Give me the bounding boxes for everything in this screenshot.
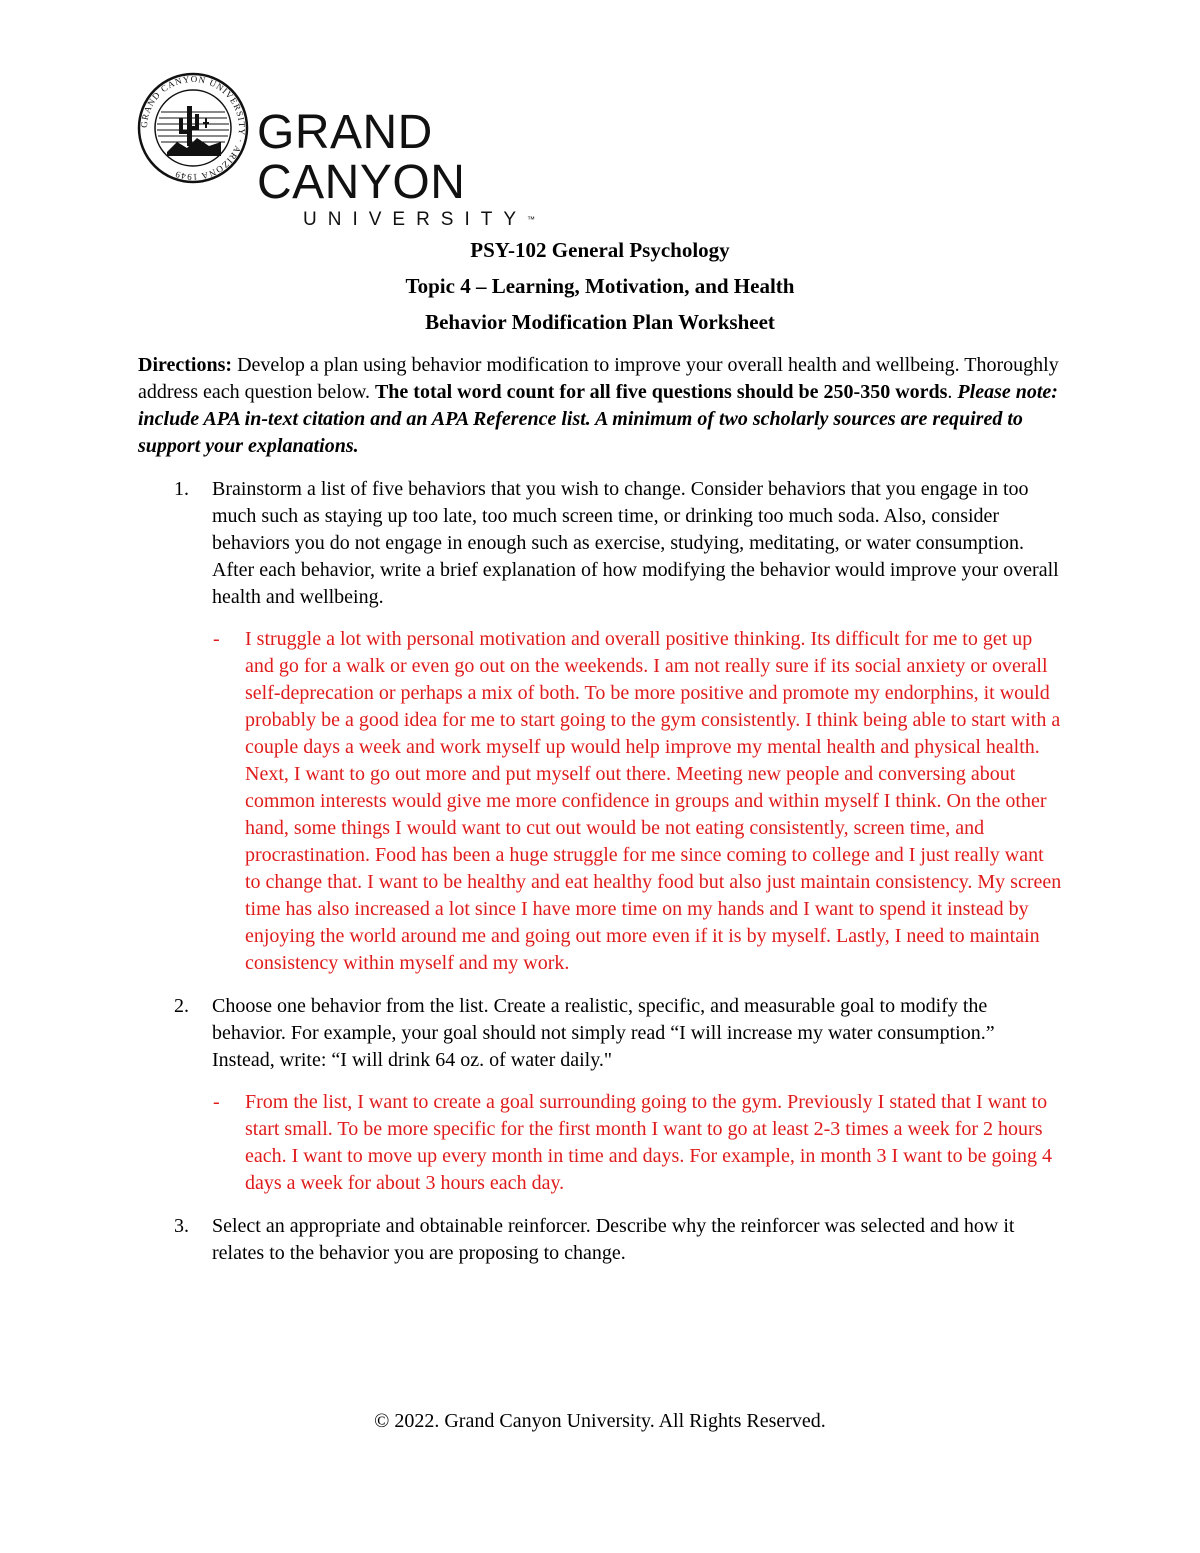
course-title: PSY-102 General Psychology [470,238,730,262]
trademark-symbol: ™ [527,215,536,224]
question-text: Choose one behavior from the list. Create a realistic, specific, and measurable goal to modify the behavior. For example, your goal should not simply read “I will increase my water consumption.” Instead, write: “I will drink 64 oz. of water daily." [212,995,995,1071]
worksheet-title: Behavior Modification Plan Worksheet [425,310,775,334]
university-seal-icon [137,72,249,184]
university-wordmark [257,108,627,232]
question-number: 1. [174,478,189,500]
directions-text: Develop a plan using behavior modification to improve your overall health and wellbeing. Thoroughly address each question below. [138,354,1059,403]
directions-apa-note: Please note: include APA in-text citation and an APA Reference list. A minimum of two scholarly sources are required to support your explanations. [138,381,1058,457]
directions-period: . [947,381,958,403]
question-text: Select an appropriate and obtainable reinforcer. Describe why the reinforcer was selected and how it relates to the behavior you are proposing to change. [212,1215,1015,1264]
wordmark-line-1: GRAND CANYON [257,106,466,209]
copyright-footer: © 2022. Grand Canyon University. All Rights Reserved. [374,1410,826,1432]
answer-bullet: - [213,1091,220,1113]
document-header [0,232,1200,340]
answer-bullet: - [213,628,220,650]
question-number: 3. [174,1215,189,1237]
svg-text:GRAND CANYON UNIVERSITY · ARIZ: GRAND CANYON UNIVERSITY · ARIZONA 1949 [138,73,248,183]
question-1 [138,476,1062,611]
answer-1 [138,626,1062,977]
directions-word-count: The total word count for all five questions should be 250-350 words [374,381,948,403]
wordmark-line-2 [303,208,627,232]
university-logo [137,72,627,230]
topic-title: Topic 4 – Learning, Motivation, and Health [405,274,795,298]
answer-2 [138,1089,1062,1197]
question-2 [138,993,1062,1074]
answer-text: From the list, I want to create a goal surrounding going to the gym. Previously I stated that I want to start small. To be more specific for the first month I want to go at least 2-3 times a week for 2 hours each. I want to move up every month in time and days. For example, in month 3 I want to be going 4 days a week for about 3 hours each day. [245,1091,1053,1194]
question-3 [138,1213,1062,1267]
question-number: 2. [174,995,189,1017]
question-list [138,476,1062,1267]
directions-label: Directions: [138,354,233,376]
directions-paragraph [138,352,1062,460]
answer-text: I struggle a lot with personal motivation and overall positive thinking. Its difficult for me to get up and go for a walk or even go out on the weekends. I am not really sure if its social anxiety or overall self-deprecation or perhaps a mix of both. To be more positive and promote my endorphins, it would probably be a good idea for me to start going to the gym consistently. I think being able to start with a couple days a week and work myself up would help improve my mental health and physical health. Next, I want to go out more and put myself out there. Meeting new people and conversing about common interests would give me more confidence in groups and within myself I think. On the other hand, some things I would want to cut out would be not eating consistently, screen time, and procrastination. Food has been a huge struggle for me since coming to college and I just really want to change that. I want to be healthy and eat healthy food but also just maintain consistency. My screen time has also increased a lot since I have more time on my hands and I want to spend it instead by enjoying the world around me and going out more even if it is by myself. Lastly, I need to maintain consistency within myself and my work. [245,628,1062,974]
question-text: Brainstorm a list of five behaviors that you wish to change. Consider behaviors that you engage in too much such as staying up too late, too much screen time, or drinking too much soda. Also, consider behaviors you do not engage in enough such as exercise, studying, meditating, or water consumption. After each behavior, write a brief explanation of how modifying the behavior would improve your overall health and wellbeing. [212,478,1059,608]
wordmark-line-2-text: UNIVERSITY [303,209,528,230]
